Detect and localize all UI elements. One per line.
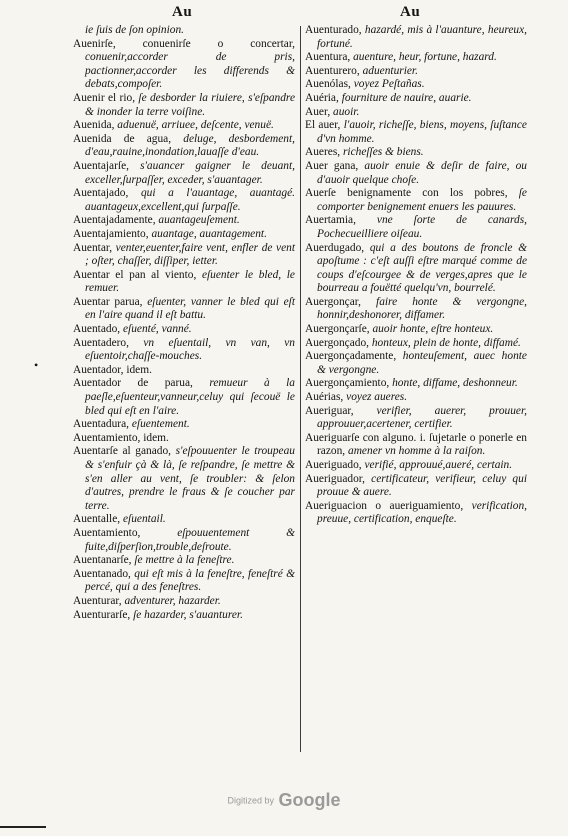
entry-headword: Auérias, (305, 391, 344, 404)
entry-definition: ſe mettre à la feneſtre. (134, 554, 235, 567)
dictionary-entry (73, 228, 295, 242)
entry-headword: Auentamiento, (73, 526, 141, 539)
dictionary-entry (305, 296, 527, 323)
bottom-rule (0, 826, 46, 828)
entry-definition: eſpouuentement & fuite,diſperſion,trouble,deſroute. (85, 526, 295, 553)
entry-definition: honteux, plein de honte, diffamé. (371, 336, 521, 349)
entry-headword: Auenir el rio, (73, 91, 136, 104)
entry-definition: deluge, desbordement, d'eau,rauine,inondation,lauaſſe d'eau. (85, 132, 295, 159)
right-column-header: Au (400, 4, 421, 20)
entry-definition: honte, diffame, deshonneur. (392, 377, 518, 390)
entry-headword: Auenólas, (305, 78, 351, 91)
entry-definition: auantage, auantagement. (151, 227, 267, 240)
entry-headword: Auentura, (305, 51, 351, 64)
entry-headword: Auentadura, (73, 418, 129, 431)
entry-headword: Auentamiento, idem. (73, 431, 169, 444)
google-logo: Google (278, 790, 341, 810)
dictionary-entry (305, 65, 527, 79)
entry-headword: Auentanado, (73, 567, 131, 580)
dictionary-entry (73, 296, 295, 323)
entry-definition: s'eſpouuenter le troupeau & s'enfuir çà & là, ſe reſpandre, ſe mettre & s'en aller au vent, ſe troubler: & ſelon d'autres, prendre le fraus & ſe coucher par terre. (85, 445, 295, 512)
entry-definition: qui a des boutons de froncle & apoſtume : c'eſt auſſi eſtre marqué comme de coups d'eſcourgee & de verges,apres que le bourreau a fouëtté quelqu'vn, bourrelé. (317, 241, 527, 295)
entry-headword: Auergonçarſe, (305, 323, 370, 336)
entry-headword: Auentajarſe, (73, 159, 129, 172)
entry-definition: richeſſes & biens. (342, 146, 424, 159)
entry-headword: Auertamia, (305, 214, 356, 227)
dictionary-entry (73, 269, 295, 296)
dictionary-entry (305, 473, 527, 500)
entry-headword: Auentajado, (73, 187, 129, 200)
entry-definition: auantageuſement. (158, 214, 240, 227)
entry-headword: Aueriguador, (305, 472, 365, 485)
dictionary-entry (305, 391, 527, 405)
dictionary-entry (73, 568, 295, 595)
entry-definition: ſe desborder la riuiere, s'eſpandre & inonder la terre voiſine. (85, 91, 295, 118)
entry-definition: voyez Peſtañas. (353, 78, 425, 91)
entry-definition: vne ſorte de canards, Pochecueilliere oiſeau. (317, 214, 527, 240)
right-column (305, 24, 527, 527)
entry-definition: hazardé, mis à l'auanture, heureux, fortuné. (317, 24, 527, 50)
entry-definition: ſe comporter benignement enuers les pauures. (317, 187, 527, 213)
entry-headword: Auenida de agua, (73, 132, 172, 145)
dictionary-entry (305, 214, 527, 241)
dictionary-entry (73, 527, 295, 554)
entry-headword: Aueriguarſe con alguno. i. ſujetarle o ponerle en razon, (305, 431, 527, 458)
entry-definition: ſe hazarder, s'auanturer. (133, 608, 243, 621)
entry-headword: Auerdugado, (305, 241, 365, 254)
entry-headword: Auentar el pan al viento, (73, 268, 197, 281)
entry-headword: Auer gana, (305, 159, 359, 172)
entry-headword: Auenida, (73, 119, 115, 132)
entry-definition: auenture, heur, fortune, hazard. (353, 51, 497, 64)
entry-definition: eſuentement. (131, 418, 190, 431)
entry-definition: aduenturier. (362, 64, 418, 77)
entry-definition: fourniture de nauire, auarie. (341, 91, 472, 104)
dictionary-entry (73, 38, 295, 92)
dictionary-entry (73, 554, 295, 568)
entry-definition: s'auancer gaigner le deuant, exceller,ſurpaſſer, exceder, s'auantager. (85, 159, 295, 186)
entry-headword: Auentado, (73, 323, 121, 336)
dictionary-entry (305, 51, 527, 65)
dictionary-entry (305, 106, 527, 120)
entry-headword: Auerſe benignamente con los pobres, (305, 187, 508, 200)
dictionary-entry (305, 92, 527, 106)
dictionary-entry (305, 405, 527, 432)
dictionary-entry (305, 242, 527, 296)
entry-definition: verification, preuue, certification, enqueſte. (317, 499, 527, 526)
dictionary-entry (305, 377, 527, 391)
dictionary-entry (73, 92, 295, 119)
entry-definition: vn eſuentail, vn van, vn eſuentoir,chaſſe-mouches. (85, 336, 295, 363)
entry-definition: l'auoir, richeſſe, biens, moyens, ſuſtance d'vn homme. (317, 119, 527, 145)
dictionary-entry (73, 337, 295, 364)
entry-headword: Auéria, (305, 91, 339, 104)
entry-definition: remueur à la paeſle,eſuenteur,vanneur,celuy qui ſecouë le bled qui eſt en l'aire. (85, 377, 295, 417)
dictionary-entry (73, 445, 295, 513)
dictionary-entry (73, 364, 295, 378)
left-column-header: Au (172, 4, 193, 20)
entry-headword: Auentador, idem. (73, 363, 152, 376)
entry-headword: Auergonçamiento, (305, 377, 390, 390)
dictionary-entry (305, 160, 527, 187)
dictionary-entry (73, 609, 295, 623)
entry-headword: Auergonçadamente, (305, 350, 397, 363)
entry-definition: certificateur, verifieur, celuy qui prouue & auere. (317, 472, 527, 499)
dictionary-entry (73, 323, 295, 337)
entry-headword: Auentalle, (73, 513, 121, 526)
entry-definition: voyez aueres. (346, 391, 408, 404)
dictionary-entry (73, 242, 295, 269)
entry-definition: ie ſuis de ſon opinion. (85, 24, 185, 36)
entry-definition: qui a l'auantage, auantagé. auantageux,excellent,qui ſurpaſſe. (85, 187, 295, 213)
entry-headword: Auentajamiento, (73, 227, 149, 240)
entry-headword: El auer, (305, 119, 341, 132)
entry-definition: auoir enuie & deſir de faire, ou d'auoir quelque choſe. (317, 159, 528, 186)
entry-definition: faire honte & vergongne, honnir,deshonorer, diffamer. (317, 295, 527, 322)
entry-headword: Aueriguado, (305, 459, 362, 471)
entry-headword: Auenturarſe, (73, 608, 131, 621)
entry-headword: Auergonçar, (305, 295, 361, 308)
entry-definition: adventurer, hazarder. (124, 594, 221, 607)
dictionary-entry (73, 24, 295, 38)
entry-headword: Auenirſe, conuenirſe o concertar, (73, 37, 295, 50)
entry-definition: auoir. (333, 105, 360, 118)
entry-headword: Auentador de parua, (73, 377, 193, 390)
dictionary-entry (305, 146, 527, 160)
dictionary-entry (73, 513, 295, 527)
entry-headword: Auentajadamente, (73, 214, 156, 227)
dictionary-entry (305, 78, 527, 92)
entry-headword: Auentarſe al ganado, (73, 445, 172, 458)
dictionary-entry (73, 377, 295, 418)
entry-headword: Auentanarſe, (73, 554, 132, 567)
margin-dot: • (34, 358, 39, 372)
dictionary-entry (73, 214, 295, 228)
dictionary-entry (305, 119, 527, 146)
entry-headword: Aueriguacion o aueriguamiento, (305, 499, 464, 512)
dictionary-entry (305, 350, 527, 377)
entry-definition: eſuenter, vanner le bled qui eſt en l'aire quand il eſt battu. (85, 295, 295, 322)
entry-definition: conuenir,accorder de pris, pactionner,accorder les differends & debats,compoſer. (85, 51, 295, 91)
dictionary-entry (305, 323, 527, 337)
dictionary-entry (73, 595, 295, 609)
dictionary-entry (305, 24, 527, 51)
entry-definition: auoir honte, eſtre honteux. (372, 323, 494, 336)
dictionary-entry (305, 500, 527, 527)
entry-definition: verifié, approuué,aueré, certain. (364, 459, 513, 471)
dictionary-entry (73, 160, 295, 187)
entry-headword: Auenturar, (73, 594, 122, 607)
entry-definition: aduenuë, arriuee, deſcente, venuë. (117, 119, 274, 132)
column-divider (300, 26, 301, 752)
entry-headword: Auenturero, (305, 64, 360, 77)
entry-definition: verifier, auerer, prouuer, approuuer,acertener, certifier. (317, 404, 527, 431)
dictionary-entry (305, 459, 527, 473)
entry-definition: eſuenté, vanné. (123, 323, 192, 336)
digitized-watermark (0, 790, 568, 811)
entry-headword: Aueres, (305, 146, 341, 159)
entry-headword: Auenturado, (305, 24, 362, 36)
entry-definition: venter,euenter,faire vent, enfler de vent ; oſter, chaſſer, diſſiper, ietter. (85, 241, 295, 268)
dictionary-entry (305, 187, 527, 214)
entry-definition: qui eſt mis à la feneſtre, feneſtré & percé, qui a des feneſtres. (85, 567, 295, 594)
left-column (73, 24, 295, 622)
dictionary-entry (73, 432, 295, 446)
entry-headword: Auergonçado, (305, 336, 369, 349)
entry-headword: Auentar, (73, 241, 113, 254)
entry-definition: honteuſement, auec honte & vergongne. (317, 350, 527, 376)
dictionary-entry (73, 187, 295, 214)
entry-headword: Aueriguar, (305, 404, 354, 417)
entry-definition: eſuentail. (123, 513, 166, 526)
entry-definition: eſuenter le bled, le remuer. (85, 268, 295, 295)
dictionary-entry (305, 432, 527, 459)
entry-headword: Auer, (305, 105, 331, 118)
dictionary-entry (73, 119, 295, 133)
entry-headword: Auentar parua, (73, 295, 143, 308)
dictionary-entry (73, 418, 295, 432)
dictionary-entry (73, 133, 295, 160)
dictionary-entry (305, 337, 527, 351)
entry-headword: Auentadero, (73, 336, 129, 349)
digitized-label: Digitized by (227, 795, 275, 806)
entry-definition: amener vn homme à la raiſon. (348, 445, 486, 458)
